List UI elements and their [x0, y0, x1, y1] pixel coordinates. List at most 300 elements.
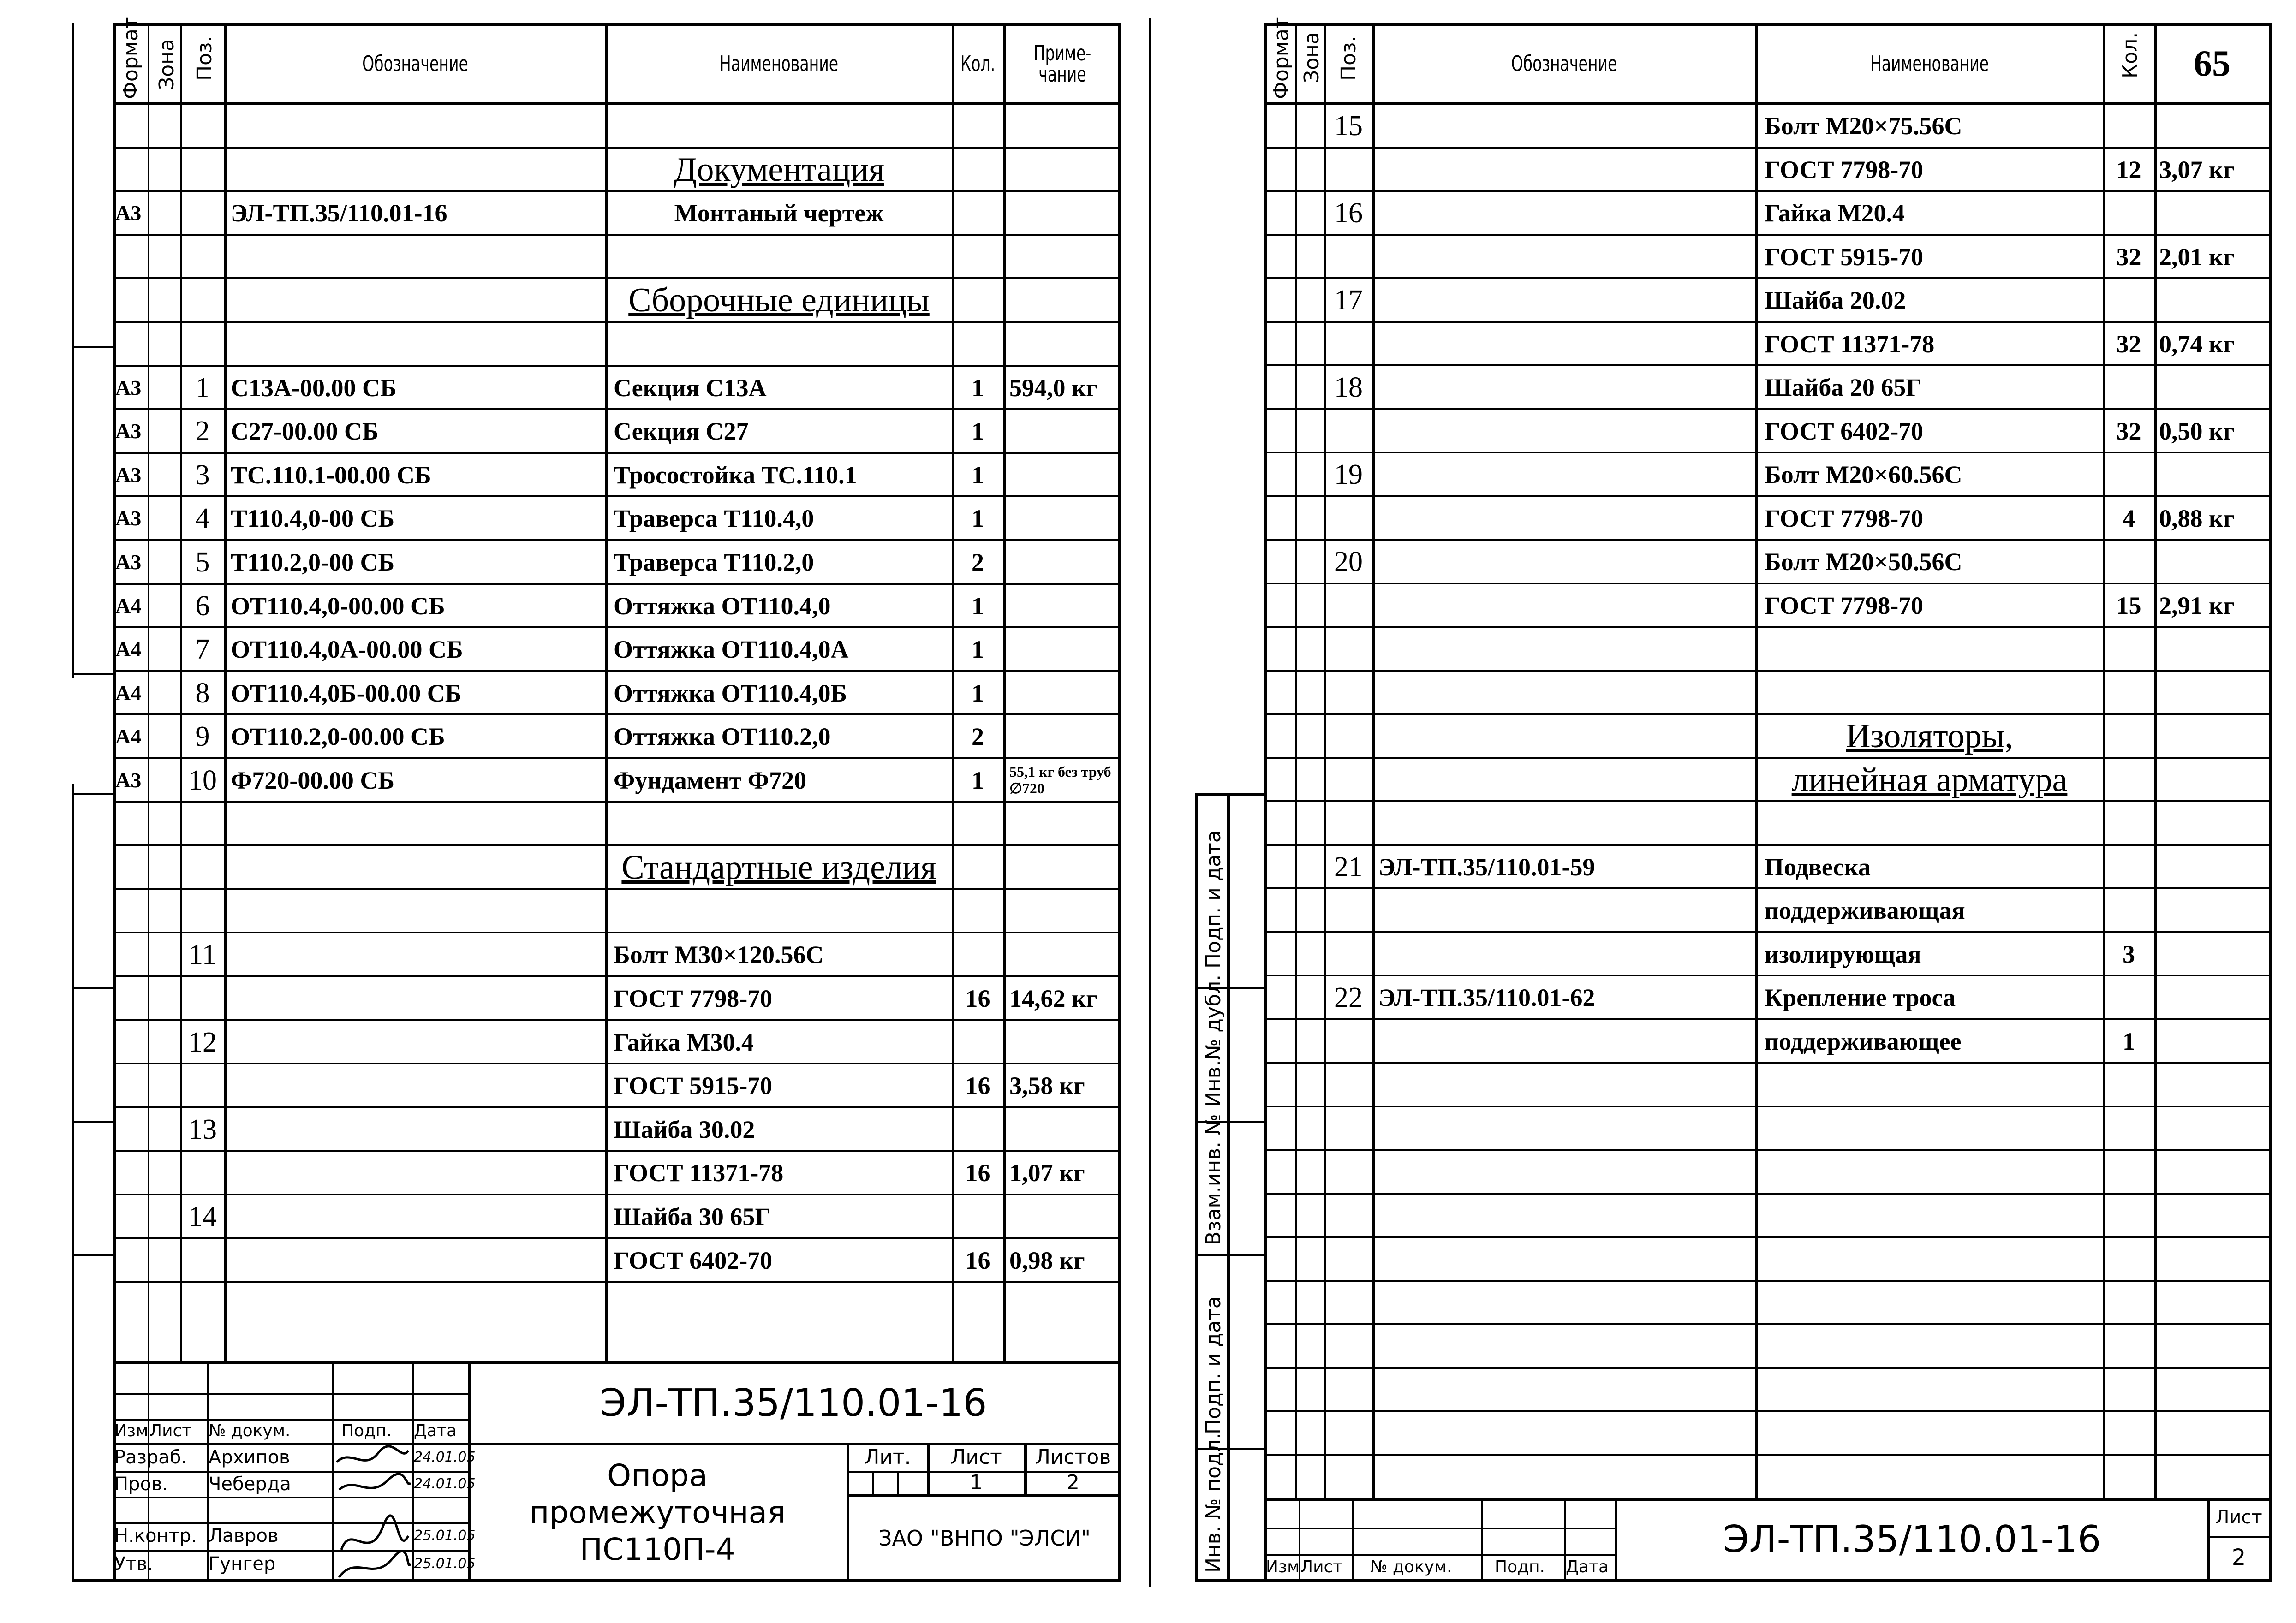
row-pos: 1 [195, 372, 210, 404]
r-header-qty: Кол. [2118, 32, 2142, 78]
row-designation [231, 235, 604, 279]
row-designation: ОТ110.4,0-00.00 СБ [231, 592, 445, 620]
row-qty [954, 1107, 1002, 1151]
row-designation [1378, 758, 1754, 802]
row-designation [1378, 801, 1754, 845]
row-name: Шайба 20 65Г [1765, 373, 1922, 401]
stamp-col-list: Лист [149, 1421, 192, 1440]
r-header-pos: Поз. [1337, 36, 1360, 81]
row-designation [1378, 191, 1754, 235]
row-qty [2105, 1411, 2153, 1455]
row-designation [1378, 627, 1754, 671]
row-format [115, 322, 147, 366]
row-pos [1326, 1237, 1371, 1281]
row-name [614, 889, 950, 933]
row-qty [2105, 1368, 2153, 1412]
row-qty [954, 322, 1002, 366]
row-designation [1378, 1281, 1754, 1325]
row-pos: 10 [188, 764, 217, 796]
row-format [115, 889, 147, 933]
row-designation [1378, 104, 1754, 148]
row-pos [1326, 1194, 1371, 1237]
row-format [115, 1238, 147, 1282]
row-name: ГОСТ 7798-70 [1765, 504, 1924, 532]
row-name [1765, 1150, 2101, 1194]
row-format [115, 802, 147, 846]
header-note: Приме-чание [1033, 40, 1091, 87]
row-qty [2105, 1281, 2153, 1325]
row-qty [2105, 452, 2153, 496]
row-qty [2105, 540, 2153, 583]
row-qty [2105, 714, 2153, 758]
header-format: Формат [119, 17, 143, 99]
row-designation [231, 1195, 604, 1238]
stamp-name-razrab: Архипов [209, 1447, 290, 1468]
row-designation: ЭЛ-ТП.35/110.01-16 [231, 199, 447, 227]
stamp-col-date: Дата [414, 1421, 457, 1440]
row-name: Траверса Т110.2,0 [614, 548, 814, 576]
row-qty: 32 [2116, 330, 2141, 358]
side-sign-date2: Подп. и дата [1202, 1296, 1225, 1434]
stamp-date-nkontr: 25.01.05 [414, 1528, 476, 1544]
row-pos: 5 [195, 546, 210, 578]
row-note: 3,07 кг [2159, 155, 2235, 184]
stamp-role-utv: Утв. [114, 1553, 153, 1575]
row-pos: 11 [189, 939, 216, 970]
row-note [2159, 365, 2267, 409]
row-note [2159, 1411, 2267, 1455]
row-pos [1326, 1063, 1371, 1106]
row-qty [954, 278, 1002, 322]
header-pos: Поз. [193, 36, 216, 81]
row-name [1765, 1455, 2101, 1499]
row-note [2159, 845, 2267, 889]
row-designation [231, 1238, 604, 1282]
row-pos: 9 [195, 720, 210, 752]
r-stamp-col-ndoc: № докум. [1370, 1558, 1452, 1576]
r-header-zone: Зона [1300, 32, 1324, 83]
row-pos: 2 [195, 415, 210, 447]
row-pos [1326, 1106, 1371, 1150]
row-note: 55,1 кг без труб ∅720 [1009, 763, 1111, 797]
row-pos: 6 [195, 590, 210, 622]
row-pos: 7 [195, 633, 210, 665]
row-format: А4 [115, 724, 142, 748]
row-note [2159, 540, 2267, 583]
row-qty: 1 [972, 592, 984, 620]
r-stamp-sheet-label: Лист [2215, 1507, 2262, 1528]
row-note: 1,07 кг [1009, 1159, 1085, 1187]
row-designation: Т110.2,0-00 СБ [231, 548, 395, 576]
row-qty: 1 [972, 461, 984, 489]
section-title: Стандартные изделия [621, 848, 936, 886]
row-pos: 4 [195, 502, 210, 534]
row-pos [182, 1151, 223, 1195]
row-name [1765, 1324, 2101, 1368]
row-pos [1326, 1281, 1371, 1325]
stamp-sheet-value: 1 [970, 1471, 983, 1494]
row-format [115, 235, 147, 279]
row-note [2159, 1281, 2267, 1325]
row-format: А3 [115, 419, 142, 443]
row-qty: 2 [972, 548, 984, 576]
row-format [115, 1020, 147, 1064]
row-note [2159, 452, 2267, 496]
row-note [1009, 714, 1118, 758]
stamp-col-podp: Подп. [341, 1421, 392, 1440]
row-format: А4 [115, 681, 142, 705]
row-name: Гайка М20.4 [1765, 199, 1905, 227]
row-note [2159, 714, 2267, 758]
row-note [2159, 888, 2267, 932]
row-format: А3 [115, 201, 142, 225]
row-designation: ОТ110.2,0-00.00 СБ [231, 722, 445, 750]
row-name: ГОСТ 5915-70 [614, 1071, 773, 1100]
header-qty: Кол. [960, 51, 996, 76]
row-note [2159, 801, 2267, 845]
row-designation [1378, 1019, 1754, 1063]
row-designation [1378, 322, 1754, 366]
row-note [1009, 496, 1118, 540]
row-format [115, 845, 147, 889]
row-note [2159, 1324, 2267, 1368]
row-pos: 16 [1334, 197, 1363, 229]
row-pos [1326, 1324, 1371, 1368]
section-title: Сборочные единицы [628, 281, 930, 319]
row-pos [1326, 627, 1371, 671]
stamp-col-izm: Изм. [114, 1421, 154, 1440]
row-note: 2,91 кг [2159, 591, 2235, 619]
row-pos [182, 1064, 223, 1107]
row-name [614, 104, 950, 148]
row-qty: 1 [972, 679, 984, 707]
right-stamp-doc-code: ЭЛ-ТП.35/110.01-16 [1723, 1517, 2101, 1561]
row-name [1765, 1411, 2101, 1455]
row-designation [1378, 148, 1754, 191]
row-name: Монтаный чертеж [674, 199, 884, 227]
row-name: ГОСТ 6402-70 [1765, 417, 1924, 445]
row-note [1009, 1020, 1118, 1064]
section-title: Изоляторы, [1846, 717, 2013, 755]
row-name [1765, 1194, 2101, 1237]
row-pos [1326, 148, 1371, 191]
row-note: 594,0 кг [1009, 374, 1097, 402]
row-designation: ОТ110.4,0А-00.00 СБ [231, 635, 463, 663]
header-designation: Обозначение [362, 51, 468, 76]
row-name: ГОСТ 7798-70 [1765, 591, 1924, 619]
row-note [1009, 933, 1118, 976]
row-qty: 1 [972, 417, 984, 445]
row-name: Оттяжка ОТ110.4,0 [614, 592, 831, 620]
row-pos: 12 [188, 1026, 217, 1058]
row-pos [1326, 322, 1371, 366]
row-note [1009, 409, 1118, 453]
row-designation [231, 845, 604, 889]
row-note: 3,58 кг [1009, 1071, 1085, 1100]
row-pos [182, 278, 223, 322]
row-designation: С13А-00.00 СБ [231, 374, 397, 402]
row-name: Оттяжка ОТ110.4,0Б [614, 679, 847, 707]
left-stamp-doc-code: ЭЛ-ТП.35/110.01-16 [600, 1381, 987, 1425]
row-pos: 15 [1334, 110, 1363, 142]
row-note [2159, 1455, 2267, 1499]
row-note [1009, 235, 1118, 279]
stamp-sheet-label: Лист [950, 1445, 1002, 1469]
row-qty: 1 [2123, 1027, 2135, 1055]
row-qty [2105, 758, 2153, 802]
row-designation [1378, 888, 1754, 932]
row-qty: 16 [965, 1071, 990, 1100]
row-qty: 1 [972, 374, 984, 402]
row-qty: 2 [972, 722, 984, 750]
row-designation [231, 322, 604, 366]
row-qty [954, 148, 1002, 191]
row-pos: 22 [1334, 981, 1363, 1013]
row-name: ГОСТ 6402-70 [614, 1246, 773, 1274]
row-pos: 8 [195, 677, 210, 709]
row-designation [231, 889, 604, 933]
row-pos [1326, 801, 1371, 845]
stamp-col-ndoc: № докум. [209, 1421, 291, 1440]
row-format [115, 148, 147, 191]
row-pos: 14 [188, 1201, 217, 1232]
row-qty [954, 1020, 1002, 1064]
row-note [1009, 584, 1118, 628]
row-name [1765, 1237, 2101, 1281]
row-note [1009, 845, 1118, 889]
row-name [1765, 627, 2101, 671]
row-format [115, 976, 147, 1020]
row-qty [2105, 1455, 2153, 1499]
stamp-date-razrab: 24.01.05 [414, 1449, 476, 1465]
row-note [1009, 627, 1118, 671]
row-designation [1378, 540, 1754, 583]
row-name: Болт М20×75.56С [1765, 112, 1962, 140]
row-name [1765, 1106, 2101, 1150]
section-title: Документация [673, 150, 884, 189]
row-format: А4 [115, 594, 142, 618]
row-name: Траверса Т110.4,0 [614, 504, 814, 532]
row-designation [1378, 1237, 1754, 1281]
row-format: А3 [115, 550, 142, 574]
stamp-role-razrab: Разраб. [114, 1447, 187, 1468]
header-zone: Зона [155, 39, 179, 90]
row-name: Шайба 30.02 [614, 1115, 755, 1143]
r-header-format: Формат [1270, 17, 1293, 99]
row-name: ГОСТ 11371-78 [614, 1159, 784, 1187]
row-name: ГОСТ 7798-70 [614, 984, 773, 1012]
row-designation [1378, 1150, 1754, 1194]
section-title: линейная арматура [1791, 761, 2068, 799]
r-stamp-col-date: Дата [1566, 1558, 1609, 1576]
row-qty [2105, 1237, 2153, 1281]
row-name: Фундамент Ф720 [614, 766, 807, 794]
row-pos [182, 1238, 223, 1282]
row-pos [1326, 1019, 1371, 1063]
row-qty: 15 [2116, 591, 2141, 619]
stamp-title-line2: промежуточная [529, 1495, 786, 1530]
row-name: Подвеска [1765, 853, 1871, 881]
row-designation [1378, 583, 1754, 627]
row-note: 0,74 кг [2159, 330, 2235, 358]
row-pos: 3 [195, 459, 210, 491]
row-qty: 16 [965, 1246, 990, 1274]
row-pos [1326, 409, 1371, 453]
row-designation: ОТ110.4,0Б-00.00 СБ [231, 679, 462, 707]
row-note [2159, 1150, 2267, 1194]
row-pos: 20 [1334, 546, 1363, 577]
row-pos [182, 976, 223, 1020]
row-qty: 1 [972, 504, 984, 532]
row-note [2159, 975, 2267, 1019]
row-designation [231, 933, 604, 976]
row-pos [182, 191, 223, 235]
row-qty [954, 933, 1002, 976]
stamp-title-line1: Опора [607, 1458, 708, 1493]
row-designation [1378, 1194, 1754, 1237]
row-note [1009, 802, 1118, 846]
row-note [2159, 1019, 2267, 1063]
row-note [1009, 148, 1118, 191]
row-pos [1326, 671, 1371, 714]
row-designation [1378, 671, 1754, 714]
stamp-org: ЗАО "ВНПО "ЭЛСИ" [878, 1526, 1091, 1551]
row-note [2159, 1063, 2267, 1106]
row-qty [954, 1195, 1002, 1238]
row-name [614, 322, 950, 366]
stamp-name-utv: Гунгер [209, 1553, 276, 1575]
row-designation [231, 802, 604, 846]
row-qty [2105, 104, 2153, 148]
row-pos: 21 [1334, 851, 1363, 883]
row-note [2159, 191, 2267, 235]
stamp-name-nkontr: Лавров [209, 1525, 279, 1546]
row-note: 0,88 кг [2159, 504, 2235, 532]
row-note: 0,98 кг [1009, 1246, 1085, 1274]
row-format: А3 [115, 768, 142, 792]
row-qty [954, 191, 1002, 235]
row-name: Тросостойка ТС.110.1 [614, 461, 857, 489]
row-pos [182, 322, 223, 366]
row-name [614, 802, 950, 846]
row-designation [1378, 1063, 1754, 1106]
row-note [1009, 322, 1118, 366]
row-name: ГОСТ 5915-70 [1765, 243, 1924, 271]
row-name: Оттяжка ОТ110.4,0А [614, 635, 849, 663]
row-pos [1326, 1455, 1371, 1499]
row-name: поддерживающая [1765, 896, 1965, 924]
row-note [1009, 1107, 1118, 1151]
stamp-sheets-value: 2 [1067, 1471, 1079, 1494]
row-name: Болт М30×120.56С [614, 940, 824, 969]
row-name: Болт М20×50.56С [1765, 547, 1962, 576]
row-note [2159, 104, 2267, 148]
side-sign-date: Подп. и дата [1202, 830, 1225, 969]
row-designation [231, 976, 604, 1020]
row-format: А3 [115, 375, 142, 399]
row-format: А4 [115, 637, 142, 661]
row-qty [2105, 1106, 2153, 1150]
row-note [1009, 191, 1118, 235]
row-note [2159, 671, 2267, 714]
row-pos: 13 [188, 1113, 217, 1145]
row-pos [182, 845, 223, 889]
row-designation [1378, 1106, 1754, 1150]
row-name: Шайба 30 65Г [614, 1202, 771, 1231]
row-note: 0,50 кг [2159, 417, 2235, 445]
row-designation [231, 104, 604, 148]
row-pos: 19 [1334, 458, 1363, 490]
side-inv-podl: Инв. № подл. [1202, 1433, 1225, 1573]
row-name: Болт М20×60.56С [1765, 460, 1962, 488]
row-designation [1378, 452, 1754, 496]
row-note [1009, 540, 1118, 584]
row-name [1765, 671, 2101, 714]
row-note [1009, 1195, 1118, 1238]
row-qty [2105, 627, 2153, 671]
row-designation [1378, 1324, 1754, 1368]
row-qty [954, 104, 1002, 148]
row-designation [1378, 278, 1754, 322]
row-format: А3 [115, 506, 142, 530]
header-name: Наименование [719, 51, 839, 76]
row-designation: С27-00.00 СБ [231, 417, 379, 445]
row-designation: ЭЛ-ТП.35/110.01-59 [1378, 853, 1595, 881]
row-note: 14,62 кг [1009, 984, 1097, 1012]
row-pos [182, 104, 223, 148]
row-pos: 18 [1334, 371, 1363, 403]
row-qty [2105, 975, 2153, 1019]
row-name [614, 235, 950, 279]
row-name [1765, 1368, 2101, 1412]
row-note [1009, 104, 1118, 148]
row-designation [231, 148, 604, 191]
row-pos [1326, 888, 1371, 932]
row-qty [2105, 801, 2153, 845]
row-designation [231, 1020, 604, 1064]
row-name: Шайба 20.02 [1765, 286, 1906, 314]
row-qty [954, 845, 1002, 889]
row-designation: Ф720-00.00 СБ [231, 766, 395, 794]
row-note: 2,01 кг [2159, 243, 2235, 271]
row-pos [1326, 496, 1371, 540]
row-note [1009, 453, 1118, 497]
row-pos [1326, 758, 1371, 802]
signature-scribbles [332, 1444, 413, 1580]
row-pos [1326, 1368, 1371, 1412]
row-format [115, 104, 147, 148]
row-designation [1378, 1455, 1754, 1499]
row-qty [2105, 1324, 2153, 1368]
r-stamp-col-izm: Изм. [1266, 1558, 1305, 1576]
row-note [2159, 1237, 2267, 1281]
page-number: 65 [2194, 43, 2230, 84]
row-designation: ЭЛ-ТП.35/110.01-62 [1378, 983, 1595, 1011]
row-name: Оттяжка ОТ110.2,0 [614, 722, 831, 750]
stamp-role-prov: Пров. [114, 1474, 168, 1495]
stamp-role-nkontr: Н.контр. [114, 1525, 197, 1546]
row-name: Секция С13А [614, 374, 767, 402]
row-qty: 3 [2123, 940, 2135, 968]
row-qty [2105, 1150, 2153, 1194]
row-pos [1326, 932, 1371, 976]
row-format [115, 1064, 147, 1107]
row-qty [2105, 191, 2153, 235]
row-designation [1378, 1368, 1754, 1412]
row-qty [2105, 845, 2153, 889]
row-name [1765, 801, 2101, 845]
row-pos [182, 235, 223, 279]
